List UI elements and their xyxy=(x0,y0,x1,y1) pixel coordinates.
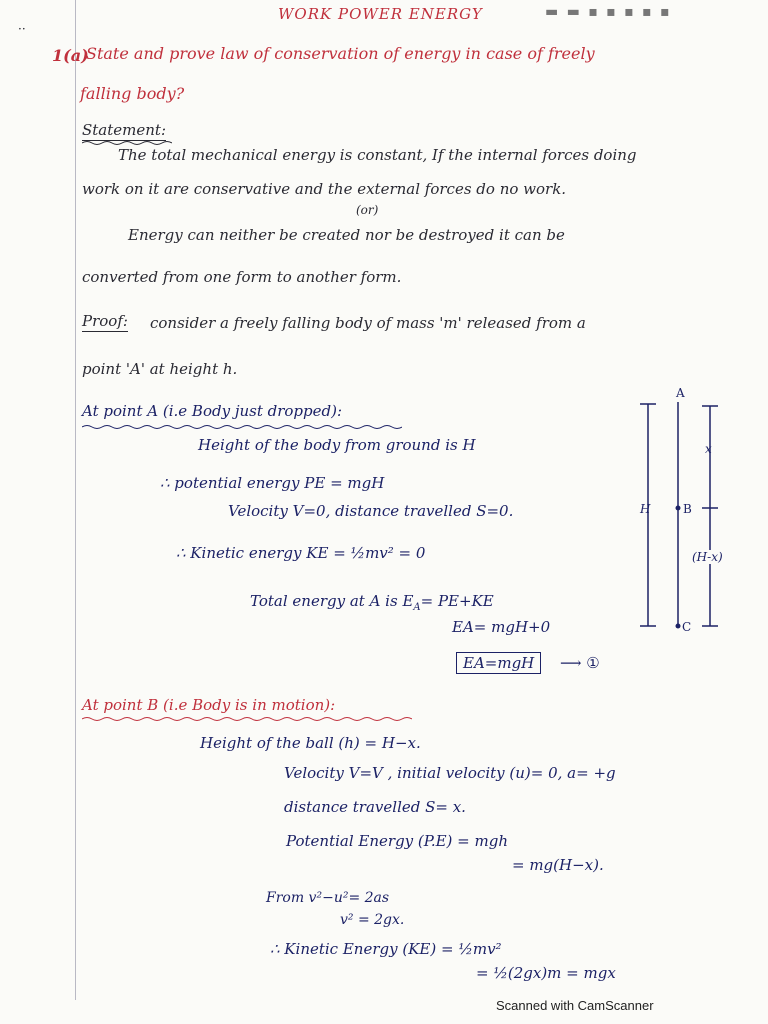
statement-heading: Statement: xyxy=(82,121,166,139)
notebook-margin-line xyxy=(75,0,76,1000)
statement-line-1: The total mechanical energy is constant, If the internal forces doing xyxy=(118,146,637,164)
question-number: 1(a) xyxy=(52,46,89,65)
point-b-height: Height of the ball (h) = H−x. xyxy=(200,734,421,752)
point-b-underline-wave xyxy=(82,716,412,722)
point-b-kinetic-energy-2: = ½(2gx)m = mgx xyxy=(476,964,616,982)
diagram-label-a: A xyxy=(676,386,685,400)
point-a-underline-wave xyxy=(82,424,402,430)
point-a-heading: At point A (i.e Body just dropped): xyxy=(82,402,343,420)
statement-or: (or) xyxy=(356,203,379,217)
statement-line-3: Energy can neither be created nor be destroyed it can be xyxy=(128,226,565,244)
point-b-potential-energy-2: = mg(H−x). xyxy=(512,856,604,874)
point-a-potential-energy: ∴ potential energy PE = mgH xyxy=(160,474,385,492)
page-title: WORK POWER ENERGY xyxy=(278,5,483,23)
statement-line-4: converted from one form to another form. xyxy=(82,268,402,286)
diagram-label-h-minus-x: (H-x) xyxy=(692,550,723,564)
margin-mark: ·· xyxy=(18,22,26,36)
point-c-dot xyxy=(676,624,681,629)
point-a-ea-result: EA=mgH xyxy=(456,652,541,674)
proof-heading: Proof: xyxy=(82,312,128,330)
point-b-velocity: Velocity V=V , initial velocity (u)= 0, a= +g xyxy=(284,764,616,782)
point-a-ea-expansion: EA= mgH+0 xyxy=(452,618,551,636)
proof-line-1: consider a freely falling body of mass 'm' released from a xyxy=(150,314,586,332)
top-right-smudge: ▬ ▬ ▪ ▪ ▪ ▪ ▪ xyxy=(545,4,672,20)
equation-ref-1: ⟶ ① xyxy=(560,654,600,672)
point-b-v-squared: v² = 2gx. xyxy=(340,912,405,928)
point-b-kinetic-energy: ∴ Kinetic Energy (KE) = ½mv² xyxy=(270,940,502,958)
point-b-distance: distance travelled S= x. xyxy=(284,798,466,816)
point-a-height: Height of the body from ground is H xyxy=(198,436,476,454)
statement-line-2: work on it are conservative and the external forces do no work. xyxy=(82,180,567,198)
point-a-total-energy: Total energy at A is $E_A= PE+KE$ xyxy=(250,592,494,613)
question-line-2: falling body? xyxy=(80,84,185,103)
diagram-label-x: x xyxy=(705,442,712,456)
point-b-from-equation: From v²−u²= 2as xyxy=(266,890,390,906)
point-b-dot xyxy=(676,506,681,511)
point-b-heading: At point B (i.e Body is in motion): xyxy=(82,696,336,714)
point-a-velocity: Velocity V=0, distance travelled S=0. xyxy=(228,502,514,520)
question-line-1: State and prove law of conservation of energy in case of freely xyxy=(86,44,595,63)
point-a-kinetic-energy: ∴ Kinetic energy KE = ½mv² = 0 xyxy=(176,544,426,562)
proof-line-2: point 'A' at height h. xyxy=(82,360,238,378)
falling-body-diagram xyxy=(600,380,750,640)
diagram-label-h: H xyxy=(640,502,651,516)
diagram-label-b: B xyxy=(683,502,692,516)
point-b-potential-energy: Potential Energy (P.E) = mgh xyxy=(286,832,508,850)
diagram-label-c: C xyxy=(682,620,692,634)
scanner-watermark: Scanned with CamScanner xyxy=(496,998,654,1013)
